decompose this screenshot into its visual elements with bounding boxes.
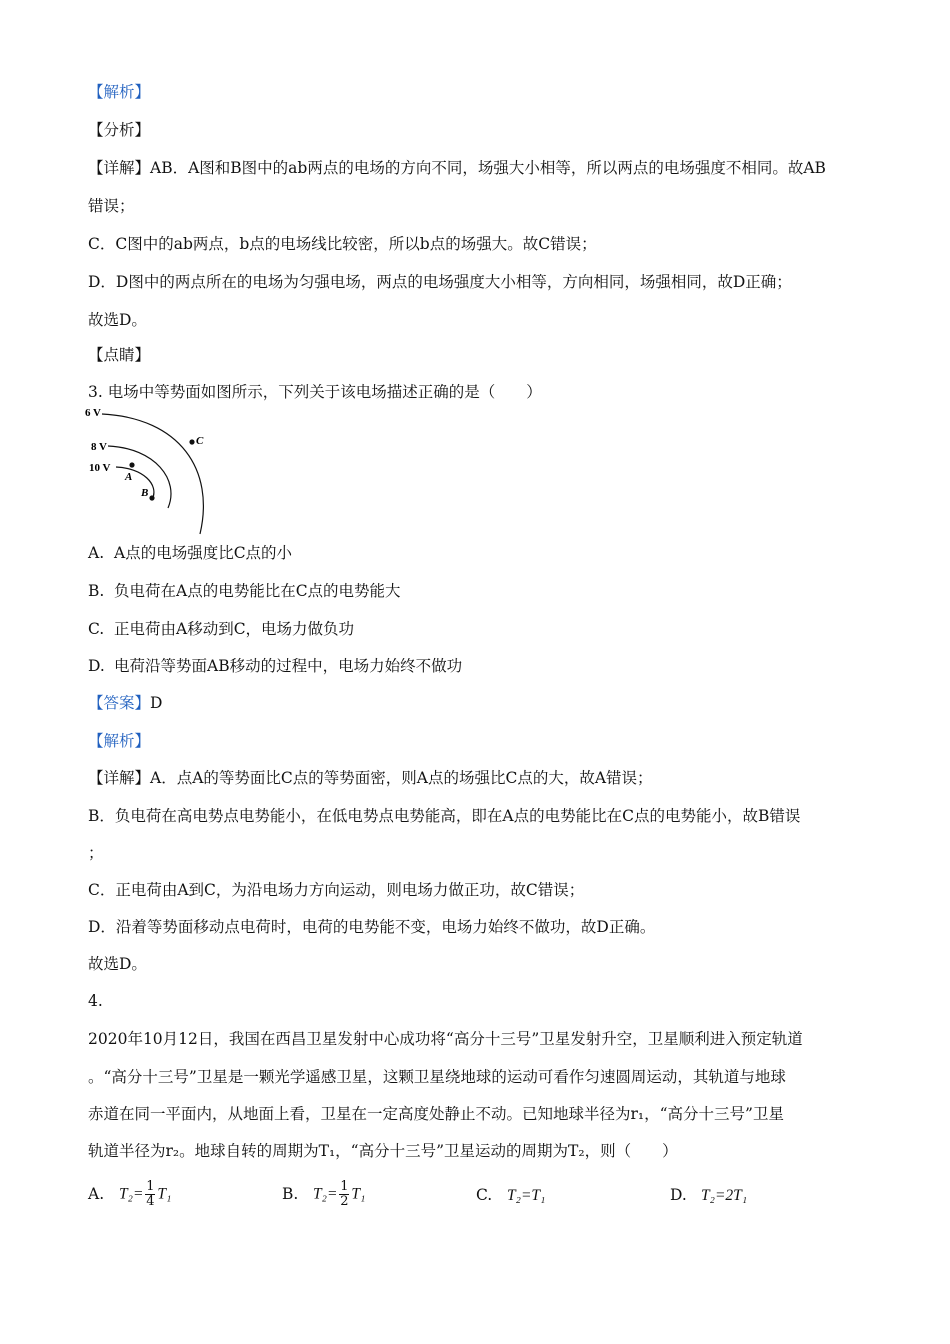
question-4-line: 轨道半径为r₂。地球自转的周期为T₁，“高分十三号”卫星运动的周期为T₂，则（ ） bbox=[88, 1142, 678, 1160]
option-text: 正电荷由A移动到C，电场力做负功 bbox=[114, 620, 355, 638]
fraction-num: 1 bbox=[340, 1179, 349, 1194]
detail-b-q3: B．负电荷在高电势点电势能小，在低电势点电势能高，即在A点的电势能比在C点的电势能小，故B错误 bbox=[88, 807, 801, 825]
detail-text: A．点A的等势面比C点的等势面密，则A点的场强比C点的大，故A错误； bbox=[150, 769, 653, 787]
label-8v: 8 V bbox=[91, 441, 107, 453]
fraction-den: 2 bbox=[340, 1194, 349, 1209]
option-text: A点的电场强度比C点的小 bbox=[114, 544, 293, 562]
equipotential-figure bbox=[80, 400, 240, 540]
section-tag-fenxi: 【分析】 bbox=[88, 121, 151, 139]
fraction-num: 1 bbox=[146, 1179, 155, 1194]
option-label: D. bbox=[670, 1186, 687, 1204]
detail-tag: 【详解】 bbox=[88, 769, 151, 787]
detail-c: C．C图中的ab两点，b点的电场线比较密，所以b点的场强大。故C错误； bbox=[88, 235, 597, 253]
option-label: A. bbox=[88, 1184, 105, 1203]
equipotential-6v bbox=[102, 414, 203, 534]
conclusion: 故选D。 bbox=[88, 311, 147, 329]
point-c bbox=[189, 439, 194, 444]
detail-d: D．D图中的两点所在的电场为匀强电场，两点的电场强度大小相等，方向相同，场强相同，故D正确； bbox=[88, 273, 792, 291]
question-4-line: 赤道在同一平面内，从地面上看，卫星在一定高度处静止不动。已知地球半径为r₁，“高分十三号”卫星 bbox=[88, 1105, 784, 1123]
option-text: 电荷沿等势面AB移动的过程中，电场力始终不做功 bbox=[114, 657, 463, 675]
option-text: 负电荷在A点的电势能比在C点的电势能大 bbox=[114, 582, 401, 600]
option-d bbox=[88, 656, 462, 676]
question-4-line: 。“高分十三号”卫星是一颗光学遥感卫星，这颗卫星绕地球的运动可看作匀速圆周运动，其轨道与地球 bbox=[88, 1068, 786, 1086]
option-rhs: T₁ bbox=[157, 1185, 172, 1203]
option-label: B. bbox=[282, 1184, 299, 1203]
detail-b-q3-cont: ； bbox=[88, 844, 104, 862]
label-point-b: B bbox=[141, 487, 149, 499]
detail-line bbox=[88, 158, 826, 178]
label-point-a: A bbox=[125, 471, 133, 483]
q4-option-b bbox=[282, 1180, 365, 1209]
question-3-stem: 3. 电场中等势面如图所示，下列关于该电场描述正确的是（ ） bbox=[88, 383, 542, 401]
point-b bbox=[149, 495, 154, 500]
option-label: C. bbox=[476, 1186, 493, 1204]
q4-option-a bbox=[88, 1180, 171, 1209]
answer-tag: 【答案】 bbox=[88, 694, 151, 712]
question-4-number: 4. bbox=[88, 992, 103, 1010]
answer-value: D bbox=[150, 694, 163, 712]
detail-text: AB．A图和B图中的ab两点的电场的方向不同，场强大小相等，所以两点的电场强度不相同。故AB bbox=[150, 159, 826, 177]
label-6v: 6 V bbox=[85, 407, 101, 419]
option-text: T₂=2T₁ bbox=[700, 1187, 748, 1204]
conclusion-q3: 故选D。 bbox=[88, 955, 147, 973]
equipotential-8v bbox=[108, 446, 171, 508]
option-label: A. bbox=[88, 544, 105, 562]
option-rhs: T₁ bbox=[351, 1185, 366, 1203]
detail-c-q3: C．正电荷由A到C，为沿电场力方向运动，则电场力做正功，故C错误； bbox=[88, 881, 585, 899]
option-c bbox=[88, 619, 354, 639]
option-lhs: T₂= bbox=[118, 1185, 144, 1203]
section-tag-dianjing: 【点睛】 bbox=[88, 346, 151, 364]
detail-d-q3: D．沿着等势面移动点电荷时，电荷的电势能不变，电场力始终不做功，故D正确。 bbox=[88, 918, 656, 936]
detail-line-cont: 错误； bbox=[88, 197, 135, 215]
option-b bbox=[88, 581, 401, 601]
answer-line bbox=[88, 693, 162, 713]
section-tag-jiexi-q3: 【解析】 bbox=[88, 732, 151, 750]
point-a bbox=[129, 462, 134, 467]
option-lhs: T₂= bbox=[312, 1185, 338, 1203]
option-text: T₂=T₁ bbox=[506, 1187, 546, 1204]
detail-tag: 【详解】 bbox=[88, 159, 151, 177]
option-label: D. bbox=[88, 657, 105, 675]
section-tag-jiexi: 【解析】 bbox=[88, 83, 151, 101]
option-label: C. bbox=[88, 620, 105, 638]
option-a bbox=[88, 543, 292, 563]
fraction bbox=[339, 1180, 349, 1209]
detail-a-q3 bbox=[88, 768, 653, 788]
option-label: B. bbox=[88, 582, 105, 600]
q4-option-c bbox=[476, 1186, 545, 1205]
q4-option-d bbox=[670, 1186, 747, 1205]
fraction bbox=[145, 1180, 155, 1209]
question-4-line: 2020年10月12日，我国在西昌卫星发射中心成功将“高分十三号”卫星发射升空，卫星顺利进入预定轨道 bbox=[88, 1030, 803, 1048]
label-10v: 10 V bbox=[89, 462, 111, 474]
fraction-den: 4 bbox=[146, 1194, 155, 1209]
label-point-c: C bbox=[196, 435, 204, 447]
